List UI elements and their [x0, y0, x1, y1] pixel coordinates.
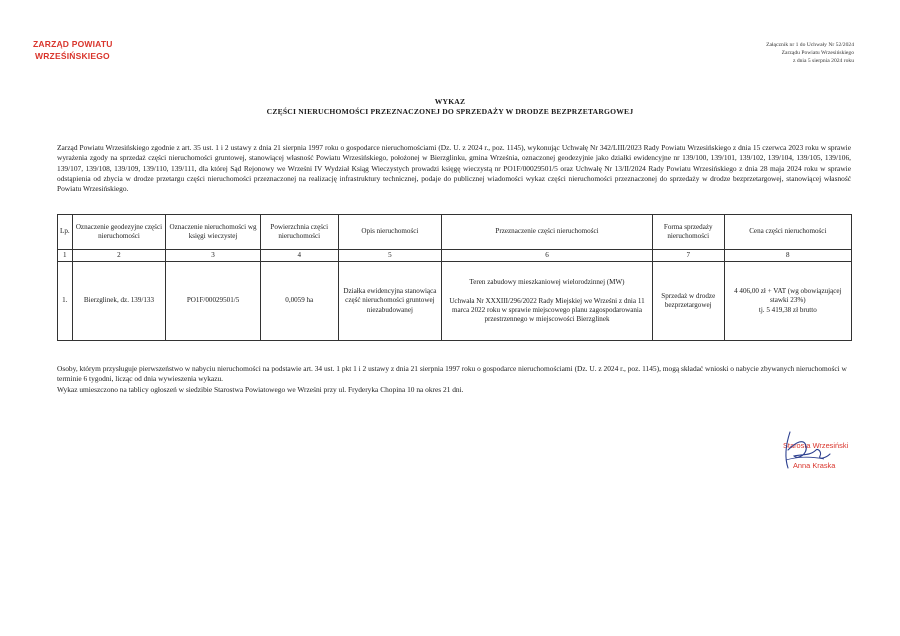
header-kw: Oznaczenie nieruchomości wg księgi wieczystej [166, 215, 261, 250]
cell-desc: Działka ewidencyjna stanowiąca część nieruchomości gruntowej niezabudowanej [338, 262, 442, 341]
column-number: 2 [72, 250, 166, 262]
stamp-line-2: WRZEŚIŃSKIEGO [35, 51, 110, 61]
table-number-row [58, 250, 852, 262]
header-lp: Lp. [58, 215, 73, 250]
cell-geo: Bierzglinek, dz. 139/133 [72, 262, 166, 341]
handwritten-signature [776, 430, 836, 474]
column-number: 8 [724, 250, 851, 262]
document-title: WYKAZ [434, 97, 466, 106]
header-desc: Opis nieruchomości [338, 215, 442, 250]
stamp-line-1: ZARZĄD POWIATU [33, 39, 113, 49]
intro-paragraph: Zarząd Powiatu Wrzesińskiego zgodnie z art. 35 ust. 1 i 2 ustawy z dnia 21 sierpnia 1997 roku o gospodarce nieruchomościami (Dz. U. z 2024 r., poz. 1145), wykonując Uchwałę Nr 342/LIII/2023 Rady Powiatu Wrzesińskiego z dnia 15 czerwca 2023 roku w sprawie wyrażenia zgody na sprzedaż części nieruchomości gruntowej, stanowiącej własność Powiatu Wrzesińskiego, położonej w Bierzglinku, gmina Września, oznaczonej geodezyjnie jako działki ewidencyjne nr 139/100, 139/101, 139/102, 139/104, 139/105, 139/106, 139/107, 139/108, 139/109, 139/110, 139/111, dla której Sąd Rejonowy we Wrześni IV Wydział Ksiąg Wieczystych prowadzi księgę wieczystą nr PO1F/00029501/5 oraz Uchwałę Nr 13/II/2024 Rady Powiatu Wrzesińskiego z dnia 28 maja 2024 roku w sprawie odstąpienia od zbycia w drodze przetargu części nieruchomości przeznaczonej na realizację infrastruktury technicznej, podaje do publicznej wiadomości wykaz części nieruchomości przeznaczonej do sprzedaży w drodze bezprzetargowej, stanowiącej własność Powiatu Wrzesińskiego. [57, 143, 851, 194]
purpose-zoning: Teren zabudowy mieszkaniowej wielorodzinnej (MW) [469, 277, 625, 286]
office-stamp [33, 38, 113, 62]
annex-note [766, 41, 854, 65]
cell-form: Sprzedaż w drodze bezprzetargowej [652, 262, 724, 341]
annex-line-3: z dnia 5 sierpnia 2024 roku [792, 58, 854, 64]
header-geo: Oznaczenie geodezyjne części nieruchomości [72, 215, 166, 250]
column-number: 3 [166, 250, 261, 262]
column-number: 5 [338, 250, 442, 262]
header-form: Forma sprzedaży nieruchomości [652, 215, 724, 250]
header-purpose: Przeznaczenie części nieruchomości [442, 215, 653, 250]
annex-line-1: Załącznik nr 1 do Uchwały Nr 52/2024 [766, 42, 854, 48]
column-number: 7 [652, 250, 724, 262]
price-gross: tj. 5 419,38 zł brutto [758, 305, 817, 314]
table-row [58, 262, 852, 341]
footer-posting-note: Wykaz umieszczono na tablicy ogłoszeń w siedzibie Starostwa Powiatowego we Wrześni przy ul. Fryderyka Chopina 10 na okres 21 dni. [57, 384, 464, 394]
document-subtitle: CZĘŚCI NIERUCHOMOŚCI PRZEZNACZONEJ DO SPRZEDAŻY W DRODZE BEZPRZETARGOWEJ [266, 107, 634, 116]
annex-line-2: Zarządu Powiatu Wrzesińskiego [781, 50, 854, 56]
property-table [57, 214, 852, 341]
header-price: Cena części nieruchomości [724, 215, 851, 250]
column-number: 4 [260, 250, 338, 262]
column-number: 6 [442, 250, 653, 262]
price-net: 4 406,00 zł + VAT (wg obowiązującej stawki 23%) [734, 287, 842, 305]
signature-name: Anna Kraska [793, 461, 836, 470]
cell-price [724, 262, 851, 341]
cell-lp: 1. [58, 262, 73, 341]
cell-kw: PO1F/00029501/5 [166, 262, 261, 341]
header-area: Powierzchnia części nieruchomości [260, 215, 338, 250]
cell-purpose [442, 262, 653, 341]
cell-area: 0,0059 ha [260, 262, 338, 341]
signature-title: Starosta Wrzesiński [783, 441, 849, 450]
purpose-resolution: Uchwała Nr XXXIII/296/2022 Rady Miejskiej we Wrześni z dnia 11 marca 2022 roku w sprawie miejscowego planu zagospodarowania przestrzennego w miejscowości Bierzglinek [449, 296, 645, 324]
column-number: 1 [58, 250, 73, 262]
footer-priority-note: Osoby, którym przysługuje pierwszeństwo w nabyciu nieruchomości na podstawie art. 34 ust. 1 pkt 1 i 2 ustawy z dnia 21 sierpnia 1997 roku o gospodarce nieruchomościami (Dz. U. z 2024 r., poz. 1145), mogą składać wnioski o nabycie zbywanych nieruchomości w terminie 6 tygodni, licząc od dnia wywieszenia wykazu. [57, 364, 847, 384]
table-header-row [58, 215, 852, 250]
footer-notes [57, 364, 851, 395]
